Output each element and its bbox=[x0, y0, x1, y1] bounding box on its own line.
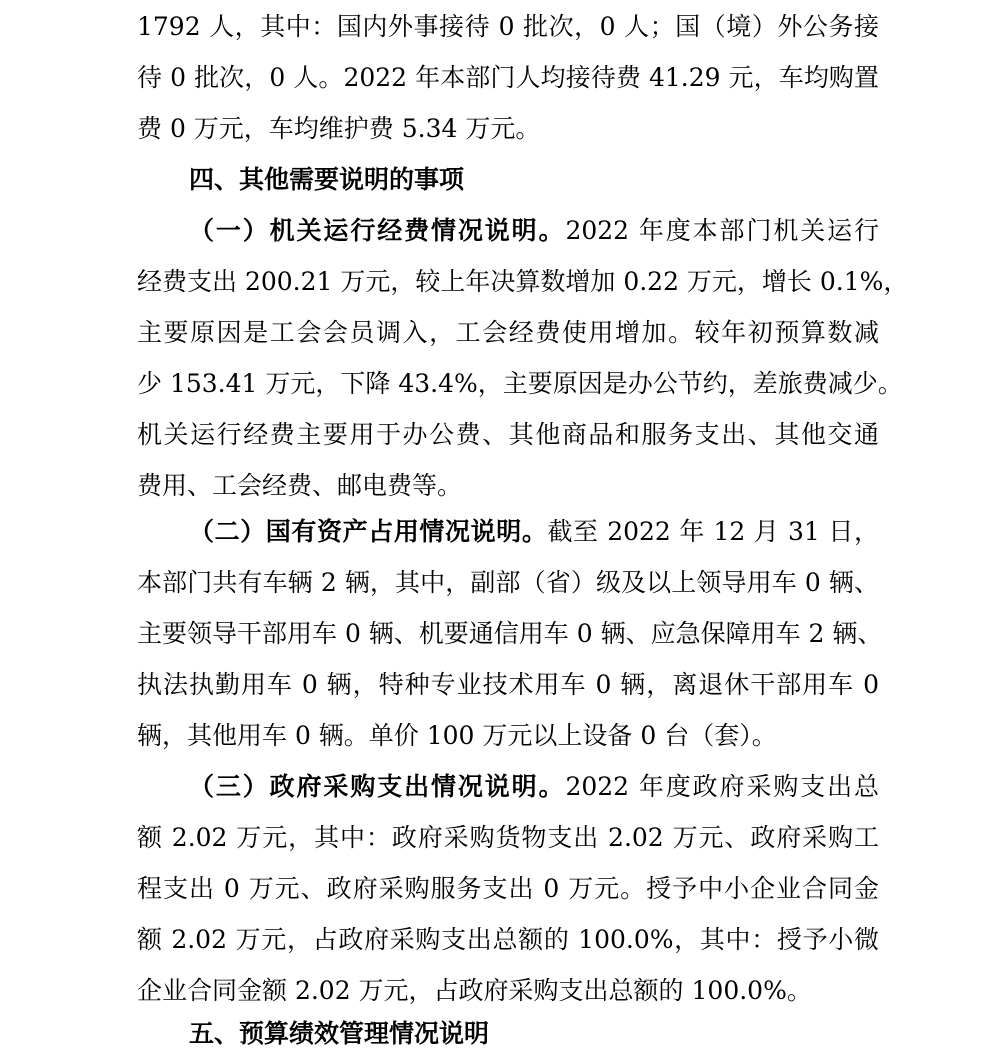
paragraph-line: 费 0 万元，车均维护费 5.34 万元。 bbox=[137, 114, 541, 143]
section-heading-5: 五、预算绩效管理情况说明 bbox=[189, 1019, 490, 1048]
paragraph-line: 主要原因是工会会员调入，工会经费使用增加。较年初预算数减 bbox=[137, 318, 879, 347]
subsection-text: 2022 年度本部门机关运行 bbox=[565, 216, 879, 245]
subsection-lead-1: （一）机关运行经费情况说明。 bbox=[189, 216, 566, 245]
paragraph-line: 费用、工会经费、邮电费等。 bbox=[137, 471, 463, 500]
subsection-first-line bbox=[189, 205, 879, 257]
paragraph-line: 执法执勤用车 0 辆，特种专业技术用车 0 辆，离退休干部用车 0 bbox=[137, 670, 879, 699]
paragraph-line: 程支出 0 万元、政府采购服务支出 0 万元。授予中小企业合同金 bbox=[137, 874, 879, 903]
subsection-first-line bbox=[189, 761, 879, 813]
paragraph-line: 主要领导干部用车 0 辆、机要通信用车 0 辆、应急保障用车 2 辆、 bbox=[137, 619, 883, 648]
section-heading-4: 四、其他需要说明的事项 bbox=[189, 165, 465, 194]
paragraph-line: 机关运行经费主要用于办公费、其他商品和服务支出、其他交通 bbox=[137, 420, 879, 449]
paragraph-line: 企业合同金额 2.02 万元，占政府采购支出总额的 100.0%。 bbox=[137, 976, 812, 1005]
paragraph-line: 本部门共有车辆 2 辆，其中，副部（省）级及以上领导用车 0 辆、 bbox=[137, 568, 879, 597]
subsection-lead-3: （三）政府采购支出情况说明。 bbox=[189, 772, 566, 801]
subsection-text: 截至 2022 年 12 月 31 日， bbox=[547, 517, 879, 546]
paragraph-line: 额 2.02 万元，占政府采购支出总额的 100.0%，其中：授予小微 bbox=[137, 925, 879, 954]
paragraph-line: 1792 人，其中：国内外事接待 0 批次，0 人；国（境）外公务接 bbox=[137, 12, 879, 41]
paragraph-line: 额 2.02 万元，其中：政府采购货物支出 2.02 万元、政府采购工 bbox=[137, 823, 879, 852]
paragraph-line: 待 0 批次，0 人。2022 年本部门人均接待费 41.29 元，车均购置 bbox=[137, 63, 879, 92]
paragraph-line: 少 153.41 万元，下降 43.4%，主要原因是办公节约，差旅费减少。 bbox=[137, 369, 903, 398]
subsection-first-line bbox=[189, 506, 879, 558]
subsection-lead-2: （二）国有资产占用情况说明。 bbox=[189, 517, 548, 546]
subsection-text: 2022 年度政府采购支出总 bbox=[565, 772, 879, 801]
paragraph-line: 经费支出 200.21 万元，较上年决算数增加 0.22 万元，增长 0.1%， bbox=[137, 267, 909, 296]
paragraph-line: 辆，其他用车 0 辆。单价 100 万元以上设备 0 台（套）。 bbox=[137, 721, 777, 750]
